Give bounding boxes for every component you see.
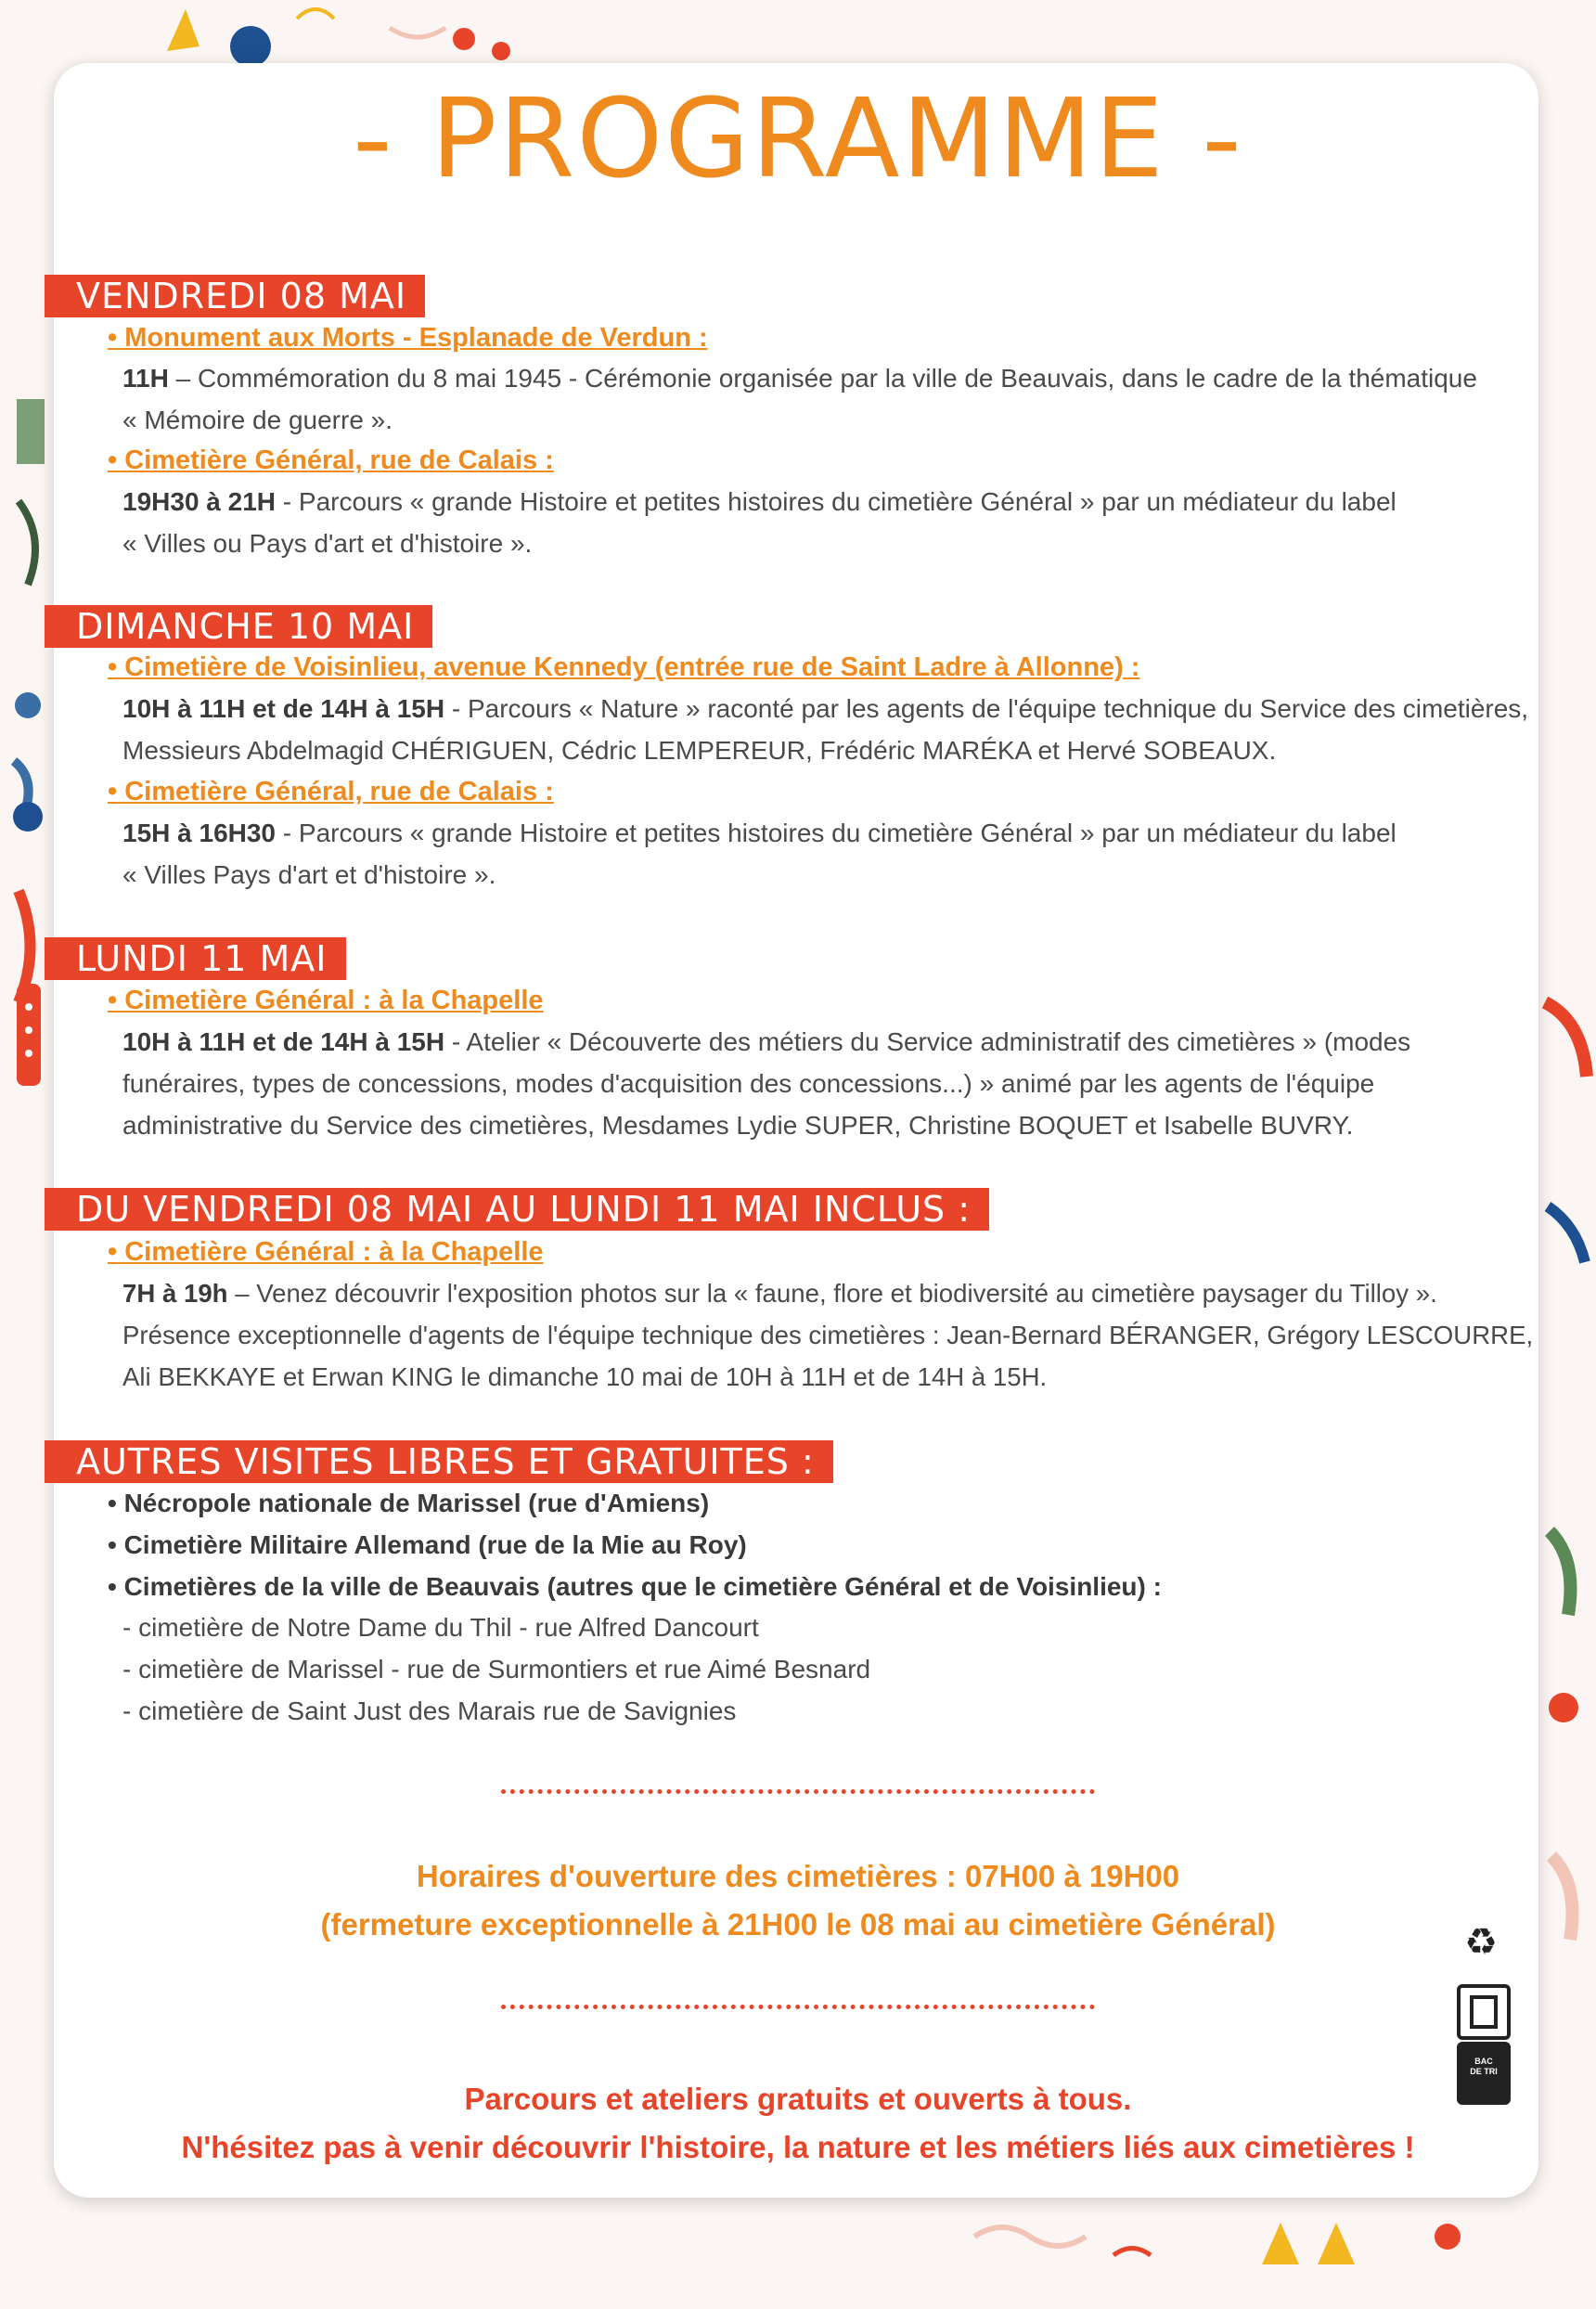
recycle-person-icon: ♻ [1464, 1922, 1498, 1963]
event-time: 11H [122, 364, 169, 393]
list-item: • Cimetières de la ville de Beauvais (autres que le cimetière Général et de Voisinlieu) : [108, 1572, 1162, 1601]
event-description: 7H à 19h – Venez découvrir l'exposition photos sur la « faune, flore et biodiversité au cimetière paysager du Tilloy ». Présence exceptionnelle d'agents de l'équipe technique des cimetières : Jean-Bernard BÉRANGER, Grégory LESCOURRE, Ali BEKKAYE et Erwan KING le dimanche 10 mai de 10H à 11H et de 14H à 15H. [122, 1279, 1534, 1391]
recycling-bin-icon [1457, 2042, 1511, 2105]
list-subitem: - cimetière de Marissel - rue de Surmontiers et rue Aimé Besnard [122, 1655, 871, 1683]
location-heading: • Cimetière Général, rue de Calais : [108, 445, 554, 475]
event-description: 10H à 11H et de 14H à 15H - Atelier « Découverte des métiers du Service administratif des cimetières » (modes funéraires, types de concessions, modes d'acquisition des concessions...) » animé par les agents de l'équipe administrative du Service des cimetières, Mesdames Lydie SUPER, Christine BOQUET et Isabelle BUVRY. [122, 1027, 1411, 1140]
list-item: • Cimetière Militaire Allemand (rue de la Mie au Roy) [108, 1530, 747, 1559]
location-heading: • Cimetière de Voisinlieu, avenue Kennedy (entrée rue de Saint Ladre à Allonne) : [108, 652, 1140, 682]
section-banner-vendredi: VENDREDI 08 MAI [45, 275, 425, 317]
event-time: 7H à 19h [122, 1279, 228, 1308]
location-heading: • Cimetière Général : à la Chapelle [108, 1237, 544, 1267]
footer-message: Parcours et ateliers gratuits et ouverts à tous. N'hésitez pas à venir découvrir l'histoire, la nature et les métiers liés aux cimetières ! [181, 2082, 1415, 2164]
dotted-divider [501, 1789, 1095, 1794]
bottom-flowers-decoration [974, 2223, 1461, 2264]
event-time: 15H à 16H30 [122, 819, 277, 847]
event-description: 11H – Commémoration du 8 mai 1945 - Cérémonie organisée par la ville de Beauvais, dans le cadre de la thématique « Mémoire de guerre ». [122, 364, 1477, 434]
top-flowers-decoration [167, 9, 510, 67]
event-description: 19H30 à 21H - Parcours « grande Histoire et petites histoires du cimetière Général » par un médiateur du label « Villes ou Pays d'art et d'histoire ». [122, 487, 1396, 558]
location-heading: • Monument aux Morts - Esplanade de Verdun : [108, 323, 708, 353]
event-description: 10H à 11H et de 14H à 15H - Parcours « Nature » raconté par les agents de l'équipe technique du Service des cimetières, Messieurs Abdelmagid CHÉRIGUEN, Cédric LEMPEREUR, Frédéric MARÉKA et Hervé SOBEAUX. [122, 694, 1529, 765]
paper-recycle-icon [1457, 1984, 1511, 2040]
right-leaves-decoration [1545, 1002, 1587, 1940]
event-time: 19H30 à 21H [122, 487, 277, 516]
section-banner-du-vendredi-au-lundi: DU VENDREDI 08 MAI AU LUNDI 11 MAI INCLUS : [45, 1188, 989, 1231]
recycle-box-label: BAC DE TRI [1470, 2057, 1498, 2076]
section-banner-dimanche: DIMANCHE 10 MAI [45, 605, 432, 648]
opening-hours: Horaires d'ouverture des cimetières : 07H00 à 19H00 (fermeture exceptionnelle à 21H00 le 08 mai au cimetière Général) [320, 1859, 1276, 1941]
page-title: - PROGRAMME - [353, 74, 1243, 202]
section-banner-lundi: LUNDI 11 MAI [45, 937, 346, 980]
event-time: 10H à 11H et de 14H à 15H [122, 1027, 445, 1056]
section-banner-autres-visites: AUTRES VISITES LIBRES ET GRATUITES : [45, 1440, 833, 1483]
list-subitem: - cimetière de Saint Just des Marais rue de Savignies [122, 1696, 737, 1725]
dotted-divider [501, 2005, 1095, 2009]
list-item: • Nécropole nationale de Marissel (rue d'Amiens) [108, 1489, 710, 1517]
event-time: 10H à 11H et de 14H à 15H [122, 694, 445, 723]
left-leaves-decoration [13, 399, 45, 1086]
location-heading: • Cimetière Général : à la Chapelle [108, 986, 544, 1015]
event-description: 15H à 16H30 - Parcours « grande Histoire et petites histoires du cimetière Général » par un médiateur du label « Villes Pays d'art et d'histoire ». [122, 819, 1396, 889]
list-subitem: - cimetière de Notre Dame du Thil - rue Alfred Dancourt [122, 1613, 759, 1642]
location-heading: • Cimetière Général, rue de Calais : [108, 777, 554, 806]
